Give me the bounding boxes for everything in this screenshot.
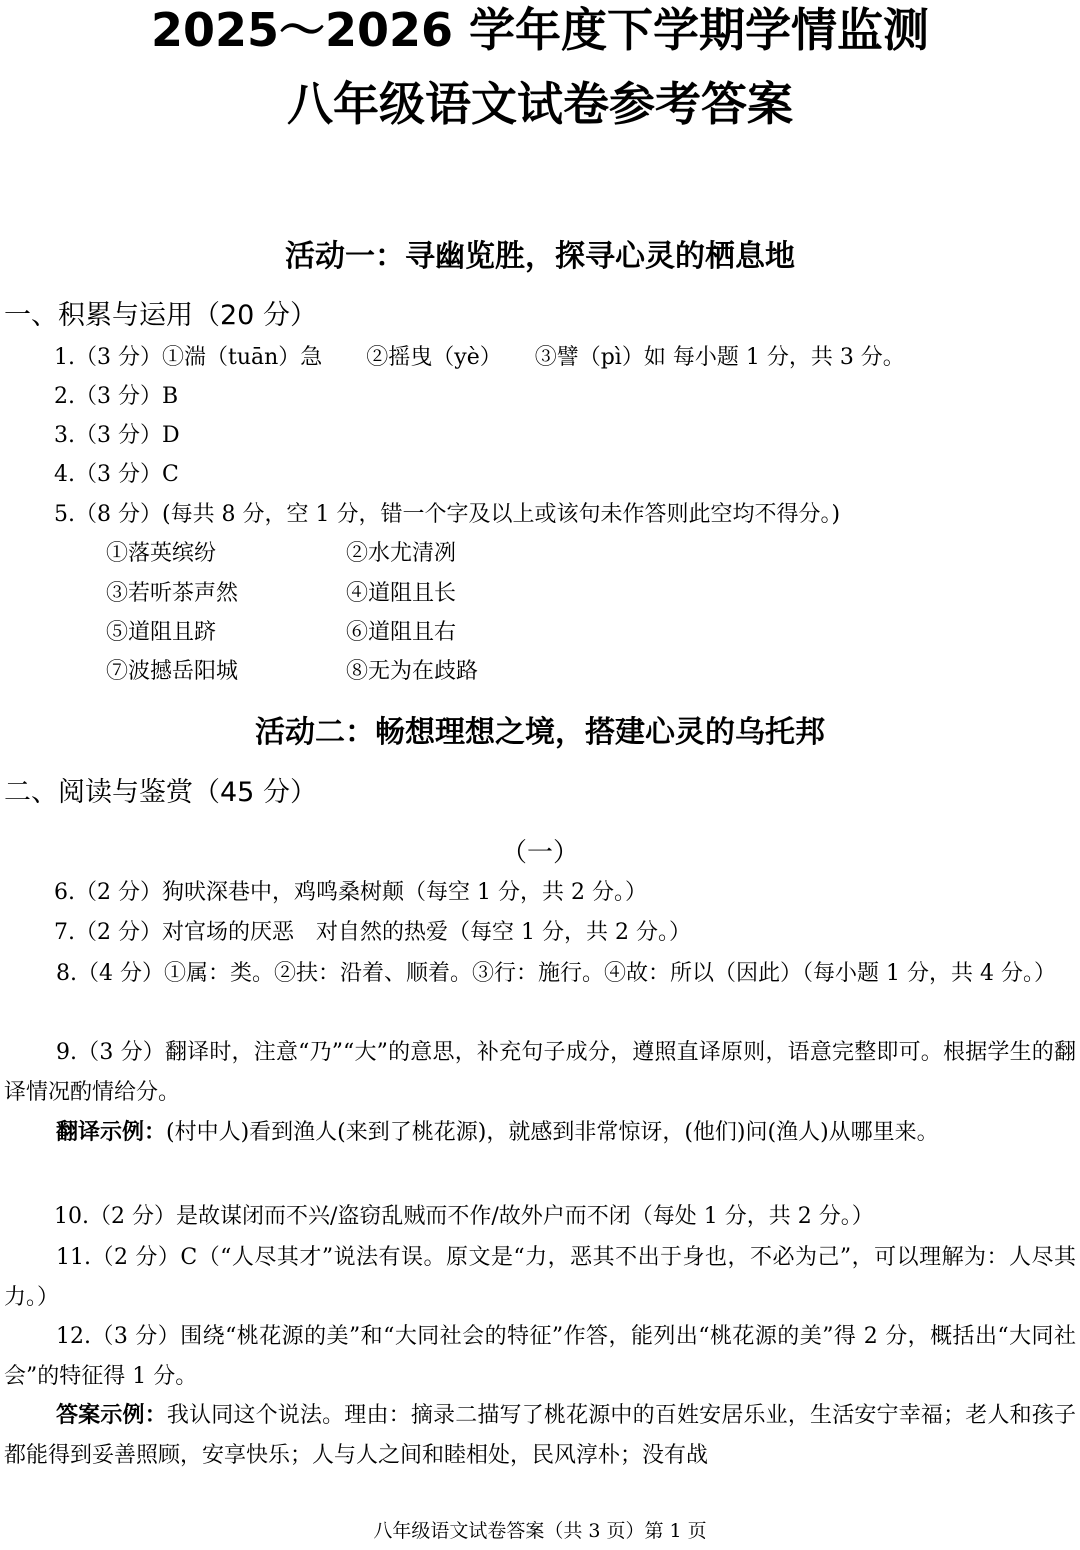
answer-q12-example	[4, 1396, 1076, 1475]
answer-q12: 12.（3 分）围绕“桃花源的美”和“大同社会的特征”作答，能列出“桃花源的美”得 2 分，概括出“大同社会”的特征得 1 分。	[4, 1324, 1076, 1389]
answer-q4: 4.（3 分）C	[54, 462, 179, 487]
answer-q9: 9.（3 分）翻译时，注意“乃”“大”的意思，补充句子成分，遵照直译原则，语意完整即可。根据学生的翻译情况酌情给分。	[4, 1040, 1076, 1105]
answer-q5: 5.（8 分）(每共 8 分，空 1 分，错一个字及以上或该句未作答则此空均不得分。)	[54, 502, 841, 527]
q5-answer-7: ⑦波撼岳阳城	[106, 659, 239, 684]
answer-q6: 6.（2 分）狗吠深巷中，鸡鸣桑树颠（每空 1 分，共 2 分。）	[54, 880, 647, 905]
q12-example-text: 我认同这个说法。理由：摘录二描写了桃花源中的百姓安居乐业，生活安宁幸福；老人和孩子都能得到妥善照顾，安享快乐；人与人之间和睦相处，民风淳朴；没有战	[4, 1403, 1076, 1468]
q5-answer-5: ⑤道阻且跻	[106, 620, 217, 645]
q5-answer-3: ③若听茶声然	[106, 581, 239, 606]
q5-answer-8: ⑧无为在歧路	[346, 659, 479, 684]
answer-q8: 8.（4 分）①属：类。②扶：沿着、顺着。③行：施行。④故：所以（因此）（每小题 1 分，共 4 分。）	[56, 961, 1056, 986]
q5-answer-2: ②水尤清冽	[346, 541, 457, 566]
activity-1-heading: 活动一：寻幽览胜，探寻心灵的栖息地	[285, 239, 795, 274]
section-1-heading: 一、积累与运用（20 分）	[4, 300, 317, 331]
answer-q2: 2.（3 分）B	[54, 384, 179, 409]
page-title-line1: 2025～2026 学年度下学期学情监测	[150, 3, 930, 57]
answer-q11: 11.（2 分）C（“人尽其才”说法有误。原文是“力，恶其不出于身也，不必为己”，可以理解为：人尽其力。）	[4, 1245, 1076, 1310]
q5-answer-4: ④道阻且长	[346, 581, 457, 606]
answer-q7: 7.（2 分）对官场的厌恶 对自然的热爱（每空 1 分，共 2 分。）	[54, 920, 691, 945]
q5-answer-1: ①落英缤纷	[106, 541, 217, 566]
reading-part-1-heading: （一）	[500, 838, 579, 868]
answer-q1: 1.（3 分）①湍（tuān）急 ②摇曳（yè） ③譬（pì）如 每小题 1 分，共 3 分。	[54, 345, 905, 370]
q5-answer-6: ⑥道阻且右	[346, 620, 457, 645]
activity-2-heading: 活动二：畅想理想之境，搭建心灵的乌托邦	[255, 715, 825, 750]
q9-example-label: 翻译示例：	[56, 1120, 167, 1145]
section-2-heading: 二、阅读与鉴赏（45 分）	[4, 777, 317, 808]
page-footer: 八年级语文试卷答案（共 3 页）第 1 页	[373, 1520, 707, 1542]
page-title-line2: 八年级语文试卷参考答案	[287, 77, 793, 131]
answer-q9-example	[4, 1113, 1076, 1153]
answer-q10: 10.（2 分）是故谋闭而不兴/盗窃乱贼而不作/故外户而不闭（每处 1 分，共 2 分。）	[54, 1204, 874, 1229]
q12-example-label: 答案示例：	[56, 1403, 167, 1428]
q9-example-text: (村中人)看到渔人(来到了桃花源)，就感到非常惊讶，(他们)问(渔人)从哪里来。	[166, 1120, 939, 1145]
answer-q3: 3.（3 分）D	[54, 423, 180, 448]
